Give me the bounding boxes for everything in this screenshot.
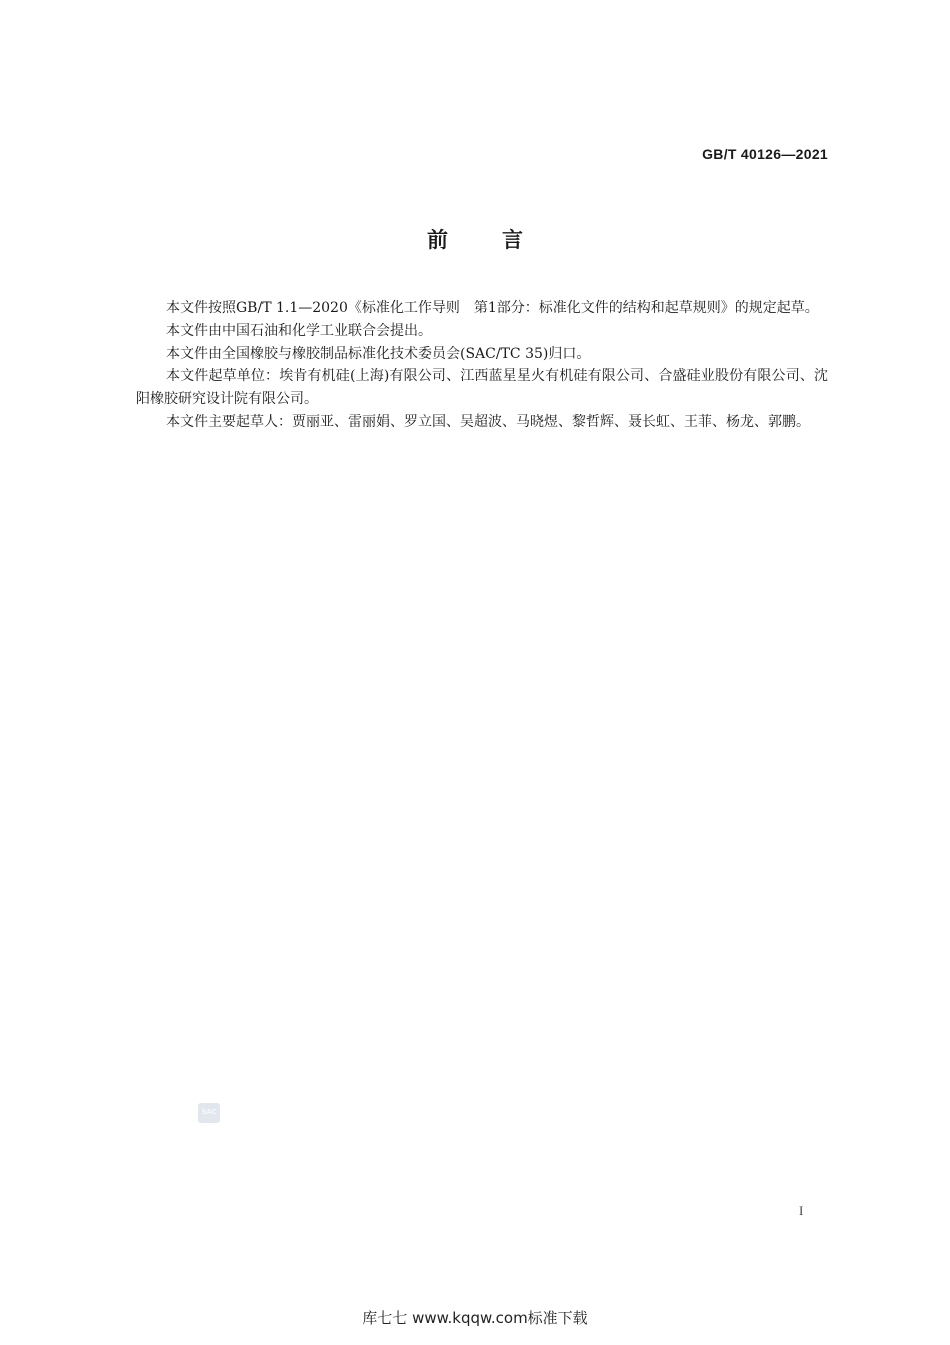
paragraph-drafting-units: 本文件起草单位：埃肯有机硅(上海)有限公司、江西蓝星星火有机硅有限公司、合盛硅业股份有限公司、沈阳橡胶研究设计院有限公司。	[136, 368, 828, 408]
page-title: 前言	[427, 228, 577, 252]
paragraph-drafting-rules: 本文件按照GB/T 1.1—2020《标准化工作导则 第1部分：标准化文件的结构和起草规则》的规定起草。	[166, 300, 819, 316]
document-body	[136, 297, 828, 434]
page-number: I	[799, 1203, 804, 1218]
paragraph-drafters: 本文件主要起草人：贾丽亚、雷丽娟、罗立国、吴超波、马晓煜、黎哲辉、聂长虹、王菲、杨龙、郭鹏。	[166, 413, 810, 430]
sac-logo-text: SAC	[201, 1108, 217, 1116]
paragraph-committee: 本文件由全国橡胶与橡胶制品标准化技术委员会(SAC/TC 35)归口。	[166, 345, 591, 362]
standard-code: GB/T 40126—2021	[702, 146, 828, 162]
paragraph-proposer: 本文件由中国石油和化学工业联合会提出。	[166, 322, 432, 339]
footer-site-text: 库七七 www.kqqw.com标准下载	[362, 1309, 588, 1327]
sac-watermark-logo	[198, 1103, 220, 1123]
